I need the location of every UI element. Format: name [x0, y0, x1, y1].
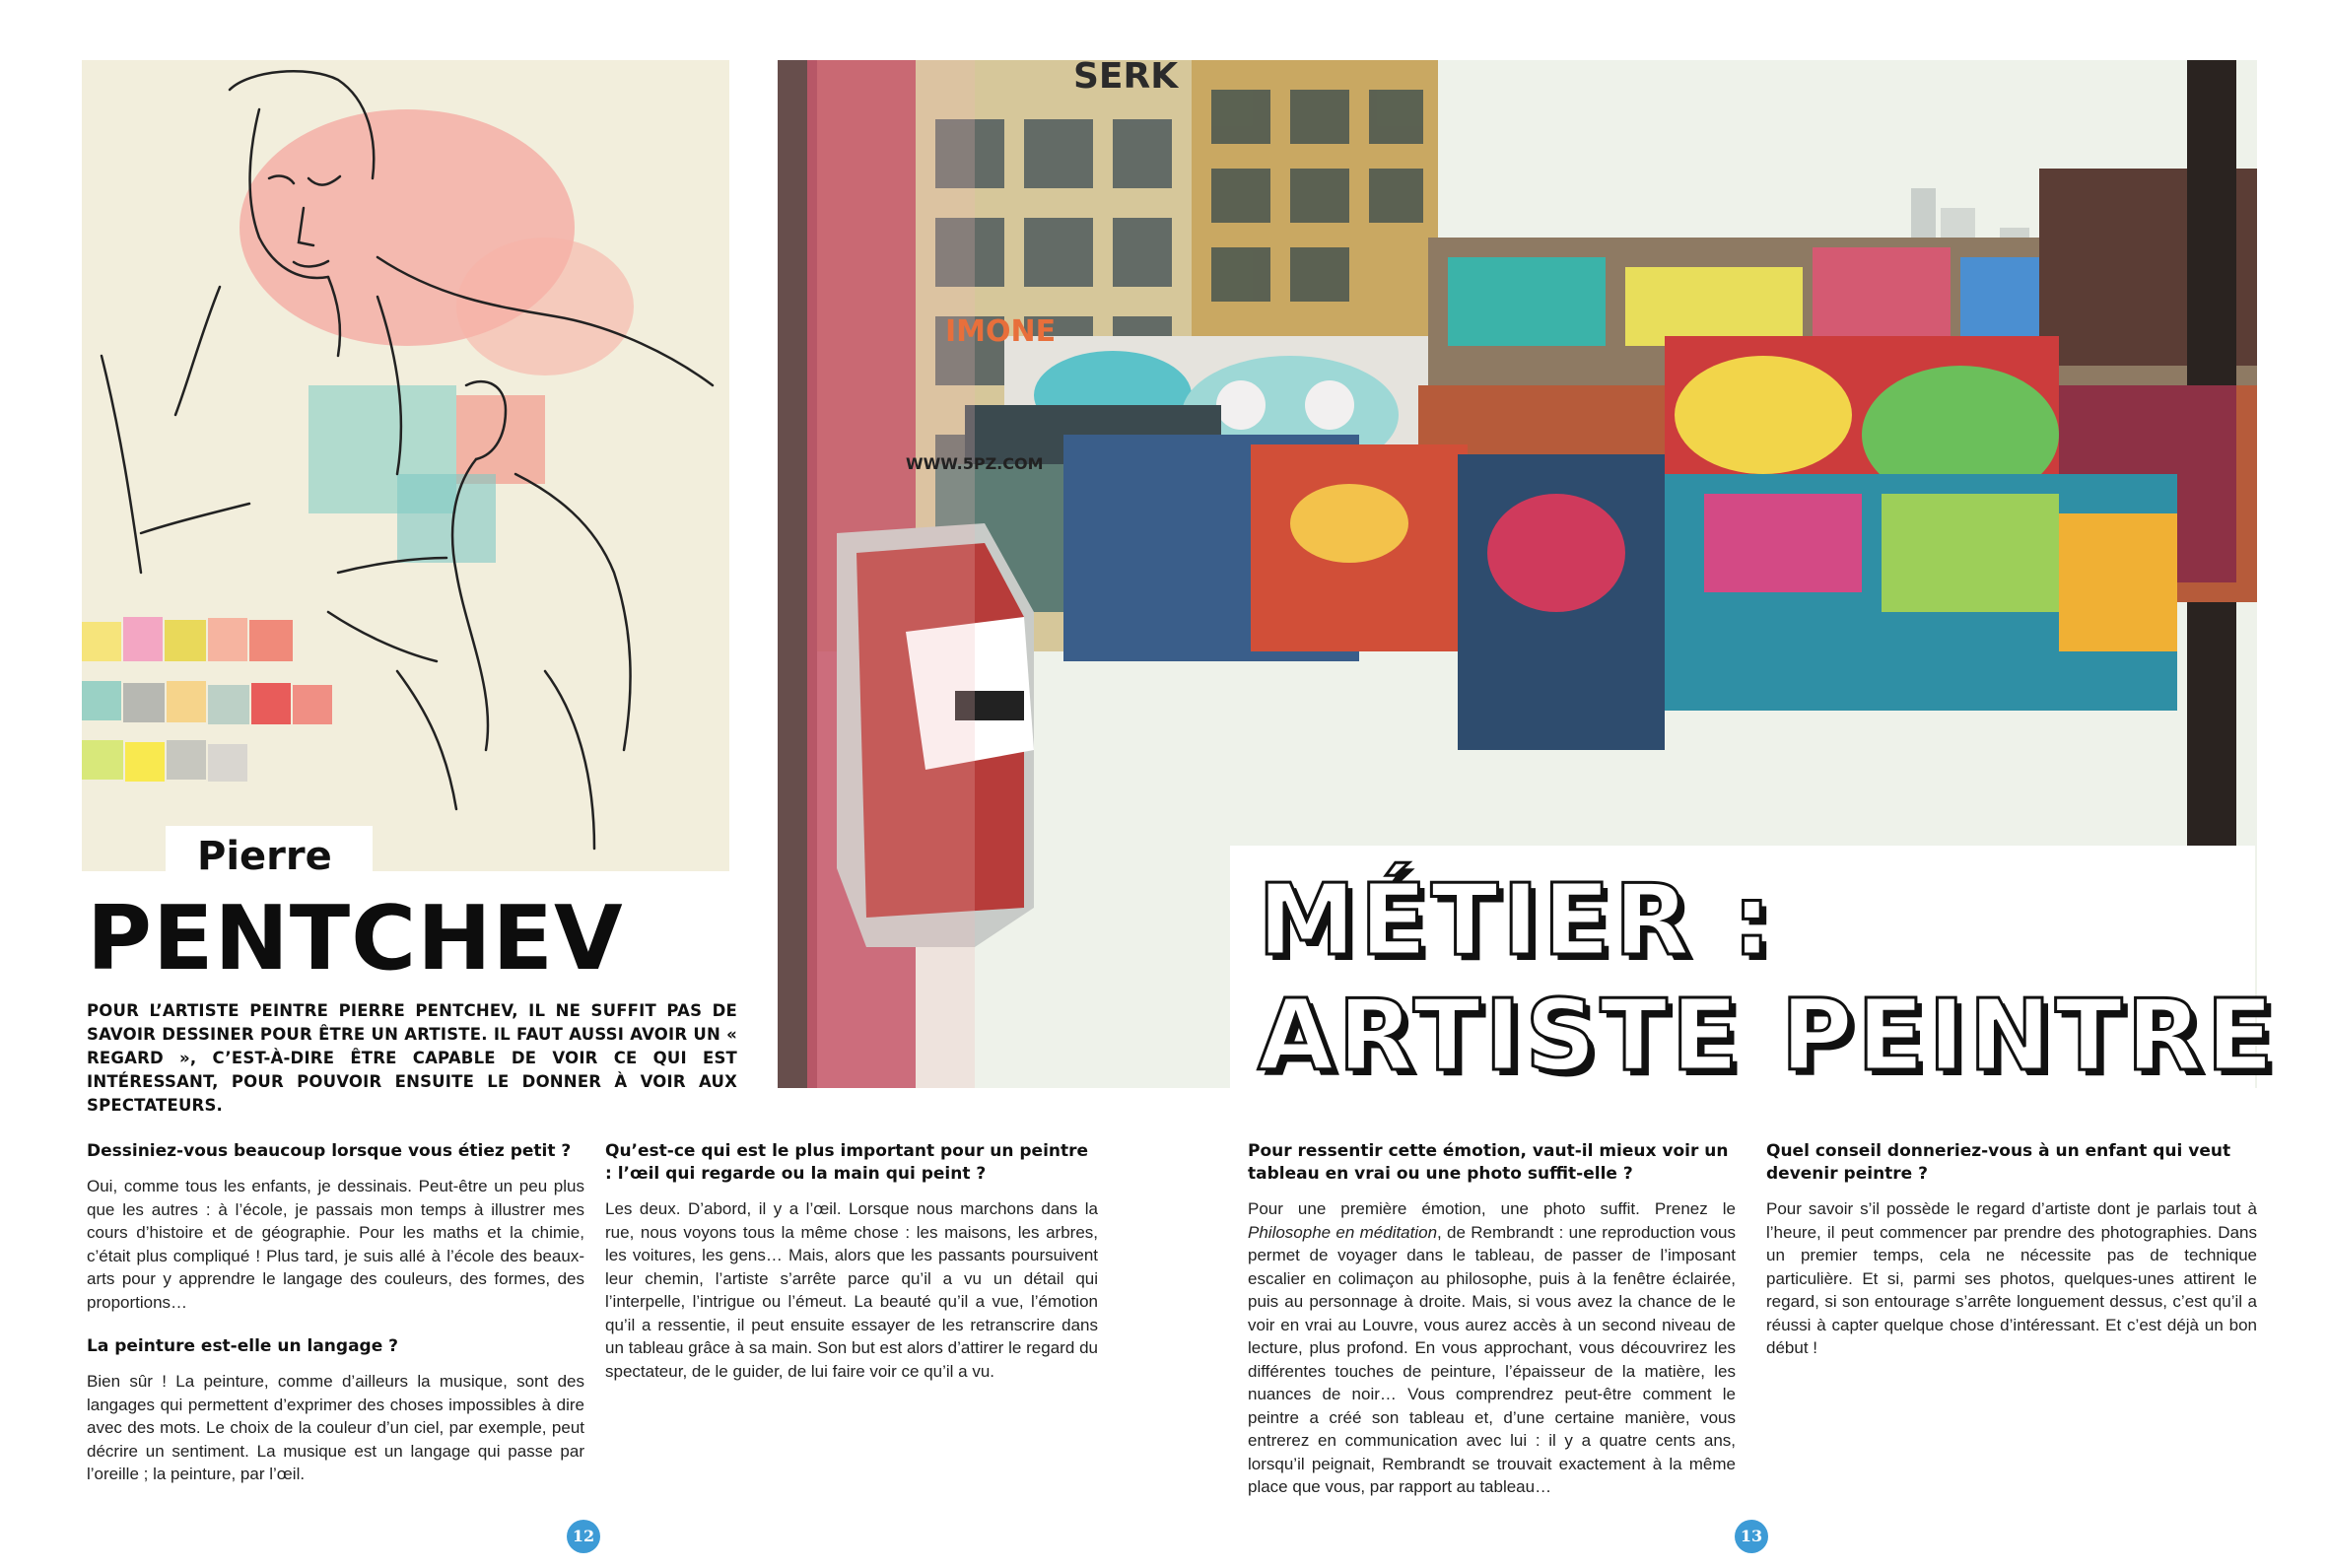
artist-last-name: PENTCHEV — [87, 887, 624, 990]
answer-text-end: , de Rembrandt : une reproduction vous permet de voyager dans le tableau, de passer de l’imposant escalier en colimaçon au philosophe, puis à la fenêtre éclairée, puis au personnage à droite. Mais, si vous avez la chance de le voir en vrai au Louvre, vous aurez accès à un second niveau de lecture, plus profond. En vous approchant, vous découvrirez les différentes touches de peinture, l’épaisseur de la matière, les nuances de noir… Vous comprendrez peut-être comment le peintre a créé son tableau et, d’une certaine manière, vous entrerez en communication avec lui : il y a quatre cents ans, lorsqu’il peignait, Rembrandt se trouvait exactement à la même place que vous, par rapport au tableau… — [1248, 1222, 1736, 1496]
artwork-title: Philosophe en méditation — [1248, 1222, 1438, 1242]
article-column-3 — [1248, 1140, 1736, 1521]
article-column-2 — [605, 1140, 1098, 1404]
article-column-4 — [1766, 1140, 2257, 1382]
sign-imone: IMONE — [945, 314, 1057, 349]
question-heading: La peinture est-elle un langage ? — [87, 1336, 399, 1356]
artist-first-name: Pierre — [197, 834, 332, 879]
portrait-illustration — [82, 60, 729, 871]
answer-paragraph: Bien sûr ! La peinture, comme d’ailleurs la musique, sont des langages qui permettent d’exprimer des choses impossibles à dire avec des mots. Le choix de la couleur d’un ciel, par exemple, peut décrire un sentiment. La musique est un langage qui passe par l’oreille ; la peinture, par l’œil. — [87, 1372, 584, 1483]
article-column-1 — [87, 1140, 584, 1508]
question-heading: Quel conseil donneriez-vous à un enfant qui veut devenir peintre ? — [1766, 1141, 2231, 1184]
answer-paragraph: Oui, comme tous les enfants, je dessinais. Peut-être un peu plus que les autres : à l’école, je passais mon temps à illustrer mes cours d’histoire et de géographie. Pour les maths et la chimie, c’était plus compliqué ! Plus tard, je suis allé à l’école des beaux-arts pour y apprendre le langage des couleurs, des formes, des proportions… — [87, 1177, 584, 1312]
title-line-2: ARTISTE PEINTRE — [1258, 978, 2278, 1093]
question-heading: Qu’est-ce qui est le plus important pour un peintre : l’œil qui regarde ou la main qui peint ? — [605, 1141, 1089, 1184]
page-number-left: 12 — [567, 1520, 600, 1553]
answer-text-start: Pour une première émotion, une photo suffit. Prenez le — [1248, 1199, 1736, 1218]
portrait-drawing — [82, 60, 729, 871]
question-heading: Pour ressentir cette émotion, vaut-il mieux voir un tableau en vrai ou une photo suffit-elle ? — [1248, 1141, 1729, 1184]
question-heading: Dessiniez-vous beaucoup lorsque vous étiez petit ? — [87, 1141, 572, 1161]
answer-paragraph — [1248, 1197, 1736, 1499]
title-line-1: MÉTIER : — [1258, 862, 1776, 978]
intro-paragraph: POUR L’ARTISTE PEINTRE PIERRE PENTCHEV, IL NE SUFFIT PAS DE SAVOIR DESSINER POUR ÊTRE UN ARTISTE. IL FAUT AUSSI AVOIR UN « REGARD », C’EST-À-DIRE ÊTRE CAPABLE DE VOIR CE QUI EST INTÉRESSANT, POUR POUVOIR ENSUITE LE DONNER À VOIR AUX SPECTATEURS. — [87, 1001, 737, 1115]
answer-paragraph: Pour savoir s’il possède le regard d’artiste dont je parlais tout à l’heure, il peut commencer par prendre des photographies. Dans un premier temps, cela ne nécessite pas de technique particulière. Et si, parmi ses photos, quelques-unes attirent le regard, si son entourage s’arrête longuement dessus, c’est qu’il a réussi à capter quelque chose d’intéressant. Et c’est déjà un bon début ! — [1766, 1199, 2257, 1357]
answer-paragraph: Les deux. D’abord, il y a l’œil. Lorsque nous marchons dans la rue, nous voyons tous la même chose : les maisons, les arbres, les voitures, les gens… Mais, alors que les passants poursuivent leur chemin, l’artiste s’arrête parce qu’il a vu un détail qui l’interpelle, l’intrigue ou l’émeut. La beauté qu’il a vue, l’émotion qu’il a ressentie, il peut ensuite essayer de les retranscrire dans un tableau grâce à sa main. Son but est alors d’attirer le regard du spectateur, de le guider, de lui faire voir ce qu’il a vu. — [605, 1199, 1098, 1381]
sign-site: WWW.5PZ.COM — [906, 454, 1044, 473]
page-number-right: 13 — [1735, 1520, 1768, 1553]
sign-serk: SERK — [1073, 60, 1179, 97]
